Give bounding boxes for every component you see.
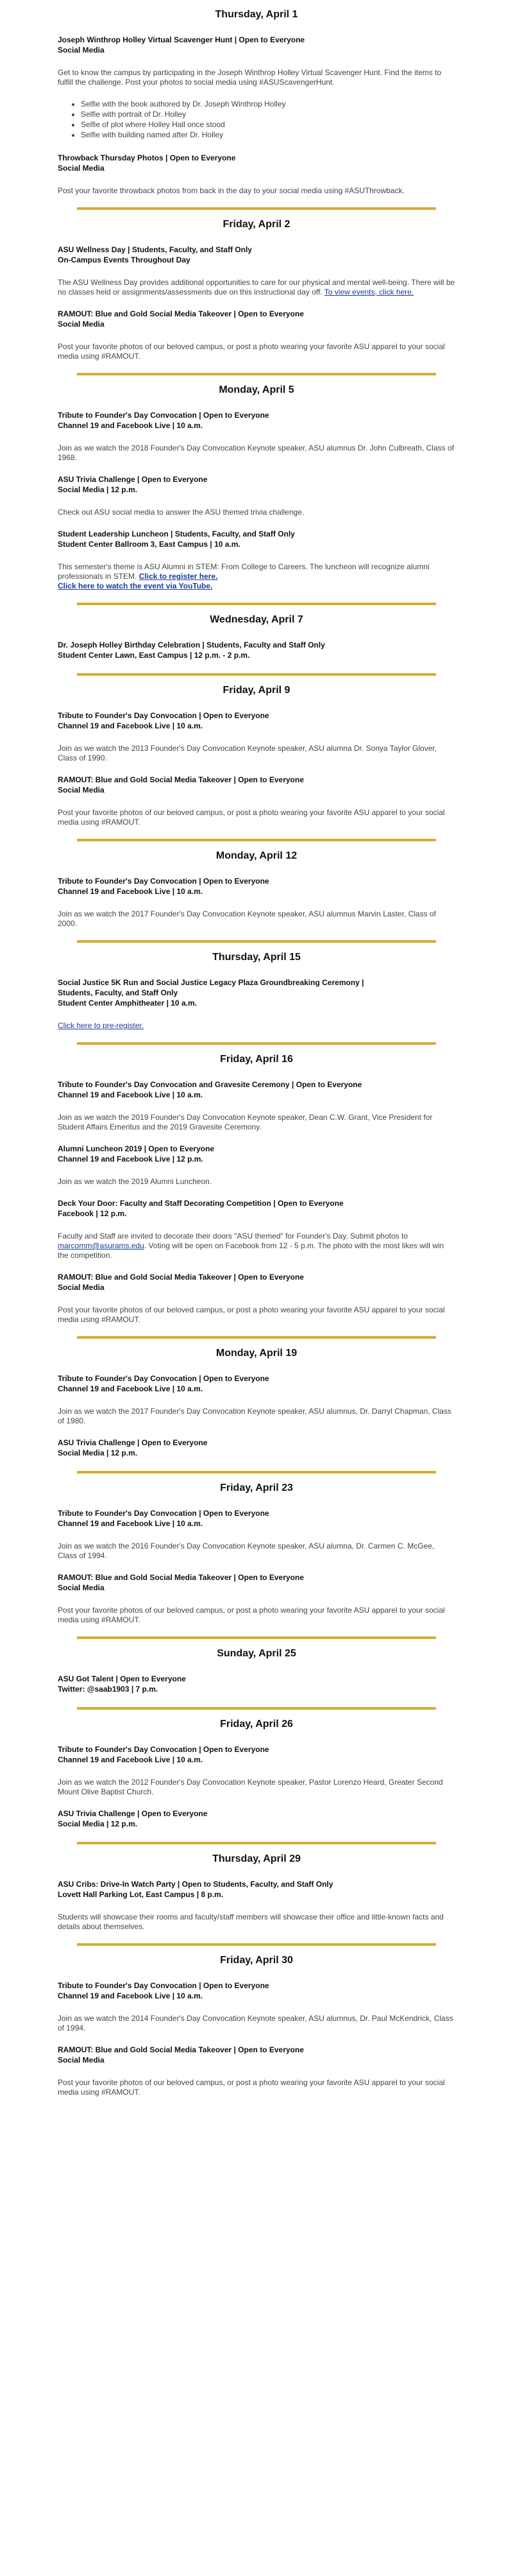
list-item: • Selfie of plot where Holley Hall once stood <box>81 119 455 130</box>
event-item <box>58 1272 455 1325</box>
event-title <box>58 1572 455 1593</box>
event-title-line: Social Media <box>58 46 105 55</box>
event-item <box>58 1808 455 1829</box>
description-text: Join as we watch the 2016 Founder's Day Convocation Keynote speaker, ASU alumna, Dr. Carmen C. McGee, Class of 1994. <box>58 1541 435 1560</box>
event-description <box>58 909 455 929</box>
day-section <box>58 952 455 1045</box>
description-text: Join as we watch the 2014 Founder's Day Convocation Keynote speaker, ASU alumnus, Dr. Paul McKendrick, Class of 1994. <box>58 2014 453 2032</box>
event-title-line: Channel 19 and Facebook Live | 10 a.m. <box>58 721 203 730</box>
description-text: Join as we watch the 2013 Founder's Day Convocation Keynote speaker, ASU alumna Dr. Sonya Taylor Glover, Class of 1990. <box>58 744 437 762</box>
day-section <box>58 1955 455 2097</box>
day-heading: Monday, April 12 <box>215 850 298 861</box>
event-title-line: Social Media <box>58 2056 105 2065</box>
event-title-line: Alumni Luncheon 2019 | Open to Everyone <box>58 1144 215 1153</box>
day-heading: Sunday, April 25 <box>217 1648 296 1659</box>
event-description <box>58 1407 455 1426</box>
event-title <box>58 410 455 431</box>
day-section <box>58 850 455 943</box>
day-section <box>58 1719 455 1844</box>
day-section <box>58 1054 455 1339</box>
event-title-line: Social Media | 12 p.m. <box>58 1448 138 1457</box>
description-text: Post your favorite photos of our beloved campus, or post a photo wearing your favorite ASU apparel to your social media using #RAMOUT. <box>58 808 445 827</box>
event-item <box>58 1674 455 1694</box>
description-text: Post your favorite photos of our beloved campus, or post a photo wearing your favorite ASU apparel to your social media using #RAMOUT. <box>58 1606 445 1624</box>
list-item: • Selfie with building named after Dr. Holley <box>81 130 455 140</box>
event-title-line: On-Campus Events Throughout Day <box>58 255 190 264</box>
description-text: Join as we watch the 2017 Founder's Day Convocation Keynote speaker, ASU alumnus, Dr. Darryl Chapman, Class of 1980. <box>58 1407 451 1425</box>
description-text: Join as we watch the 2017 Founder's Day Convocation Keynote speaker, ASU alumnus Marvin Laster, Class of 2000. <box>58 909 436 928</box>
gold-divider <box>77 207 436 210</box>
description-text: Post your favorite photos of our beloved campus, or post a photo wearing your favorite ASU apparel to your social media using #RAMOUT. <box>58 1305 445 1324</box>
event-description <box>58 808 455 827</box>
scavenger-list <box>58 99 455 140</box>
gold-divider <box>77 1636 436 1639</box>
event-title <box>58 1198 455 1219</box>
event-title-line: Deck Your Door: Faculty and Staff Decorating Competition | Open to Everyone <box>58 1199 344 1208</box>
event-title-line: Dr. Joseph Holley Birthday Celebration | Students, Faculty and Staff Only <box>58 640 325 649</box>
event-title-line: Joseph Winthrop Holley Virtual Scavenger Hunt | Open to Everyone <box>58 35 305 44</box>
event-item <box>58 775 455 827</box>
day-section <box>58 614 455 676</box>
event-title-line: Lovett Hall Parking Lot, East Campus | 8 p.m. <box>58 1890 224 1899</box>
event-title <box>58 1272 455 1292</box>
event-item <box>58 1438 455 1458</box>
youtube-link[interactable]: Click here to watch the event via YouTube. <box>58 581 213 590</box>
event-title-line: Tribute to Founder's Day Convocation | Open to Everyone <box>58 877 269 886</box>
description-text: Check out ASU social media to answer the ASU themed trivia challenge. <box>58 508 305 517</box>
event-title-line: ASU Wellness Day | Students, Faculty, and Staff Only <box>58 245 252 254</box>
gold-divider <box>77 1707 436 1710</box>
gold-divider <box>77 1336 436 1339</box>
event-title-line: Channel 19 and Facebook Live | 12 p.m. <box>58 1155 203 1163</box>
event-title-line: Twitter: @saab1903 | 7 p.m. <box>58 1685 158 1694</box>
day-section <box>58 685 455 841</box>
event-description <box>58 1305 455 1325</box>
day-heading: Friday, April 26 <box>220 1719 293 1730</box>
event-title-line: Students, Faculty, and Staff Only <box>58 988 178 997</box>
gold-divider <box>77 373 436 375</box>
event-title-line: Social Media <box>58 164 105 173</box>
description-text: Students will showcase their rooms and faculty/staff members will showcase their office and little-known facts and details about themselves. <box>58 1912 444 1931</box>
event-description <box>58 1232 455 1260</box>
description-text: Post your favorite photos of our beloved campus, or post a photo wearing your favorite ASU apparel to your social media using #RAMOUT. <box>58 2078 445 2097</box>
event-title-line: RAMOUT: Blue and Gold Social Media Takeover | Open to Everyone <box>58 775 304 784</box>
day-heading: Monday, April 19 <box>215 1348 298 1359</box>
event-title-line: ASU Trivia Challenge | Open to Everyone <box>58 1809 208 1818</box>
day-section <box>58 1853 455 1946</box>
day-heading: Friday, April 16 <box>220 1054 293 1065</box>
day-heading: Friday, April 2 <box>223 219 290 230</box>
event-title <box>58 640 455 660</box>
view-events-link[interactable]: To view events, click here. <box>324 288 414 296</box>
gold-divider <box>77 1943 436 1946</box>
event-item <box>58 1144 455 1187</box>
event-title-line: Tribute to Founder's Day Convocation and Gravesite Ceremony | Open to Everyone <box>58 1080 362 1089</box>
event-title <box>58 775 455 795</box>
gold-divider <box>77 673 436 676</box>
event-item <box>58 1744 455 1797</box>
description-text: . Voting will be open on Facebook from 12 - 5 p.m. The photo with the most likes will win the competition. <box>58 1241 444 1260</box>
day-heading: Friday, April 23 <box>220 1482 293 1493</box>
day-heading: Wednesday, April 7 <box>210 614 303 625</box>
event-title-line: Social Media <box>58 786 105 794</box>
event-title-line: Tribute to Founder's Day Convocation | Open to Everyone <box>58 1509 269 1518</box>
event-item <box>58 1373 455 1426</box>
day-heading: Friday, April 30 <box>220 1955 293 1966</box>
event-title <box>58 1144 455 1164</box>
day-heading: Monday, April 5 <box>219 384 294 395</box>
event-title <box>58 1674 455 1694</box>
list-item: • Selfie with portrait of Dr. Holley <box>81 109 455 119</box>
event-title-line: Social Justice 5K Run and Social Justice Legacy Plaza Groundbreaking Ceremony | <box>58 978 364 987</box>
event-title <box>58 309 455 329</box>
email-link[interactable]: marcomm@asurams.edu <box>58 1241 144 1250</box>
event-description <box>58 1606 455 1625</box>
event-description <box>58 342 455 361</box>
event-title-line: Channel 19 and Facebook Live | 10 a.m. <box>58 421 203 430</box>
list-item: • Selfie with the book authored by Dr. Joseph Winthrop Holley <box>81 99 455 109</box>
event-description <box>58 186 455 196</box>
day-heading: Thursday, April 15 <box>212 952 301 963</box>
day-section <box>58 219 455 375</box>
event-title <box>58 1879 455 1900</box>
event-title <box>58 1373 455 1394</box>
register-link[interactable]: Click to register here. <box>139 572 218 581</box>
event-item <box>58 529 455 591</box>
description-text: Join as we watch the 2019 Founder's Day Convocation Keynote speaker, Dean C.W. Grant, Vice President for Student Affairs Emeritus and the 2019 Gravesite Ceremony. <box>58 1113 433 1131</box>
day-section <box>58 1348 455 1473</box>
event-item <box>58 876 455 929</box>
event-item <box>58 245 455 297</box>
event-item <box>58 640 455 660</box>
event-title-line: Social Media <box>58 1583 105 1592</box>
gold-divider <box>77 1842 436 1844</box>
event-description <box>58 508 455 517</box>
event-item <box>58 410 455 463</box>
event-description <box>58 278 455 297</box>
description-text: This semester's theme is ASU Alumni in STEM: From College to Careers. The luncheon will recognize alumni professionals in STEM. <box>58 562 430 581</box>
description-text: The ASU Wellness Day provides additional opportunities to care for our physical and mental well-being. There will be no classes held or assignments/assessments due on this instructional day off. <box>58 278 455 296</box>
event-title <box>58 529 455 549</box>
gold-divider <box>77 940 436 943</box>
description-text: Post your favorite photos of our beloved campus, or post a photo wearing your favorite ASU apparel to your social media using #RAMOUT. <box>58 342 445 361</box>
event-title-line: Tribute to Founder's Day Convocation | Open to Everyone <box>58 1745 269 1754</box>
day-heading: Thursday, April 1 <box>215 9 298 20</box>
pre-register-link[interactable]: Click here to pre-register. <box>58 1021 144 1030</box>
day-section <box>58 9 455 210</box>
event-description <box>58 68 455 87</box>
day-heading: Friday, April 9 <box>223 685 290 696</box>
event-item <box>58 1980 455 2033</box>
event-title-line: RAMOUT: Blue and Gold Social Media Takeover | Open to Everyone <box>58 2045 304 2054</box>
event-title <box>58 474 455 495</box>
description-text: Join as we watch the 2018 Founder's Day Convocation Keynote speaker, ASU alumnus Dr. John Culbreath, Class of 1968. <box>58 443 454 462</box>
description-text: Post your favorite throwback photos from back in the day to your social media using #ASUThrowback. <box>58 186 405 195</box>
event-title-line: Tribute to Founder's Day Convocation | Open to Everyone <box>58 411 269 420</box>
event-title <box>58 1980 455 2001</box>
event-item <box>58 1572 455 1625</box>
event-title <box>58 245 455 265</box>
description-text: Join as we watch the 2012 Founder's Day Convocation Keynote speaker, Pastor Lorenzo Heard, Greater Second Mount Olive Baptist Church. <box>58 1778 443 1796</box>
day-section <box>58 384 455 605</box>
event-title-line: Tribute to Founder's Day Convocation | Open to Everyone <box>58 1981 269 1990</box>
event-title-line: Channel 19 and Facebook Live | 10 a.m. <box>58 1755 203 1764</box>
event-title-line: ASU Trivia Challenge | Open to Everyone <box>58 475 208 484</box>
event-title-line: Social Media | 12 p.m. <box>58 485 138 494</box>
gold-divider <box>77 839 436 841</box>
event-title-line: RAMOUT: Blue and Gold Social Media Takeover | Open to Everyone <box>58 1573 304 1582</box>
event-description <box>58 2014 455 2033</box>
event-title <box>58 1079 455 1100</box>
event-title-line: Channel 19 and Facebook Live | 10 a.m. <box>58 887 203 896</box>
event-title-line: Student Leadership Luncheon | Students, Faculty, and Staff Only <box>58 529 295 538</box>
day-section <box>58 1482 455 1639</box>
event-description <box>58 443 455 463</box>
event-title-line: RAMOUT: Blue and Gold Social Media Takeover | Open to Everyone <box>58 1273 304 1282</box>
event-title-line: ASU Cribs: Drive-In Watch Party | Open to Students, Faculty, and Staff Only <box>58 1880 333 1889</box>
event-item <box>58 153 455 196</box>
event-title-line: Social Media <box>58 1283 105 1292</box>
event-title <box>58 1438 455 1458</box>
event-item <box>58 1079 455 1132</box>
event-item <box>58 977 455 1031</box>
event-title-line: Channel 19 and Facebook Live | 10 a.m. <box>58 1519 203 1528</box>
day-section <box>58 1648 455 1710</box>
event-item <box>58 474 455 517</box>
event-title-line: Channel 19 and Facebook Live | 10 a.m. <box>58 1991 203 2000</box>
event-title-line: Throwback Thursday Photos | Open to Everyone <box>58 153 236 162</box>
event-item <box>58 1198 455 1260</box>
event-title-line: Student Center Ballroom 3, East Campus | 10 a.m. <box>58 540 240 549</box>
description-text: Get to know the campus by participating in the Joseph Winthrop Holley Virtual Scavenger Hunt. Find the items to fulfill the challenge. Post your photos to social media using #ASUScavengerHunt. <box>58 68 442 87</box>
day-heading: Thursday, April 29 <box>212 1853 301 1864</box>
event-title-line: Student Center Lawn, East Campus | 12 p.m. - 2 p.m. <box>58 651 250 660</box>
event-title <box>58 35 455 55</box>
event-title-line: Channel 19 and Facebook Live | 10 a.m. <box>58 1090 203 1099</box>
events-calendar <box>58 9 455 2097</box>
event-title <box>58 710 455 731</box>
event-item <box>58 35 455 140</box>
event-title-line: ASU Got Talent | Open to Everyone <box>58 1674 186 1683</box>
event-description <box>58 1912 455 1932</box>
event-title-line: Channel 19 and Facebook Live | 10 a.m. <box>58 1384 203 1393</box>
event-item <box>58 1879 455 1932</box>
event-description <box>58 1541 455 1561</box>
event-title-line: Tribute to Founder's Day Convocation | Open to Everyone <box>58 711 269 720</box>
event-title <box>58 876 455 897</box>
gold-divider <box>77 1042 436 1045</box>
event-title-line: Social Media | 12 p.m. <box>58 1819 138 1828</box>
event-title-line: ASU Trivia Challenge | Open to Everyone <box>58 1438 208 1447</box>
gold-divider <box>77 1471 436 1473</box>
event-title-line: RAMOUT: Blue and Gold Social Media Takeover | Open to Everyone <box>58 309 304 318</box>
event-item <box>58 309 455 361</box>
event-item <box>58 2045 455 2097</box>
event-title-line: Tribute to Founder's Day Convocation | Open to Everyone <box>58 1374 269 1383</box>
event-title <box>58 1808 455 1829</box>
event-title-line: Facebook | 12 p.m. <box>58 1209 127 1218</box>
event-description <box>58 1113 455 1132</box>
event-item <box>58 710 455 763</box>
event-title <box>58 2045 455 2065</box>
event-description <box>58 744 455 763</box>
event-description <box>58 562 455 591</box>
event-item <box>58 1508 455 1561</box>
event-title <box>58 153 455 173</box>
event-description <box>58 1778 455 1797</box>
description-text: Join as we watch the 2019 Alumni Luncheon. <box>58 1177 212 1186</box>
description-text: Faculty and Staff are invited to decorate their doors "ASU themed" for Founder's Day. Submit photos to <box>58 1232 408 1241</box>
event-description <box>58 1177 455 1187</box>
event-description <box>58 2078 455 2097</box>
event-title <box>58 977 455 1008</box>
event-title-line: Social Media <box>58 320 105 329</box>
event-title <box>58 1744 455 1765</box>
gold-divider <box>77 603 436 605</box>
event-title-line: Student Center Amphitheater | 10 a.m. <box>58 999 197 1008</box>
event-title <box>58 1508 455 1529</box>
event-link-row <box>58 1021 455 1031</box>
